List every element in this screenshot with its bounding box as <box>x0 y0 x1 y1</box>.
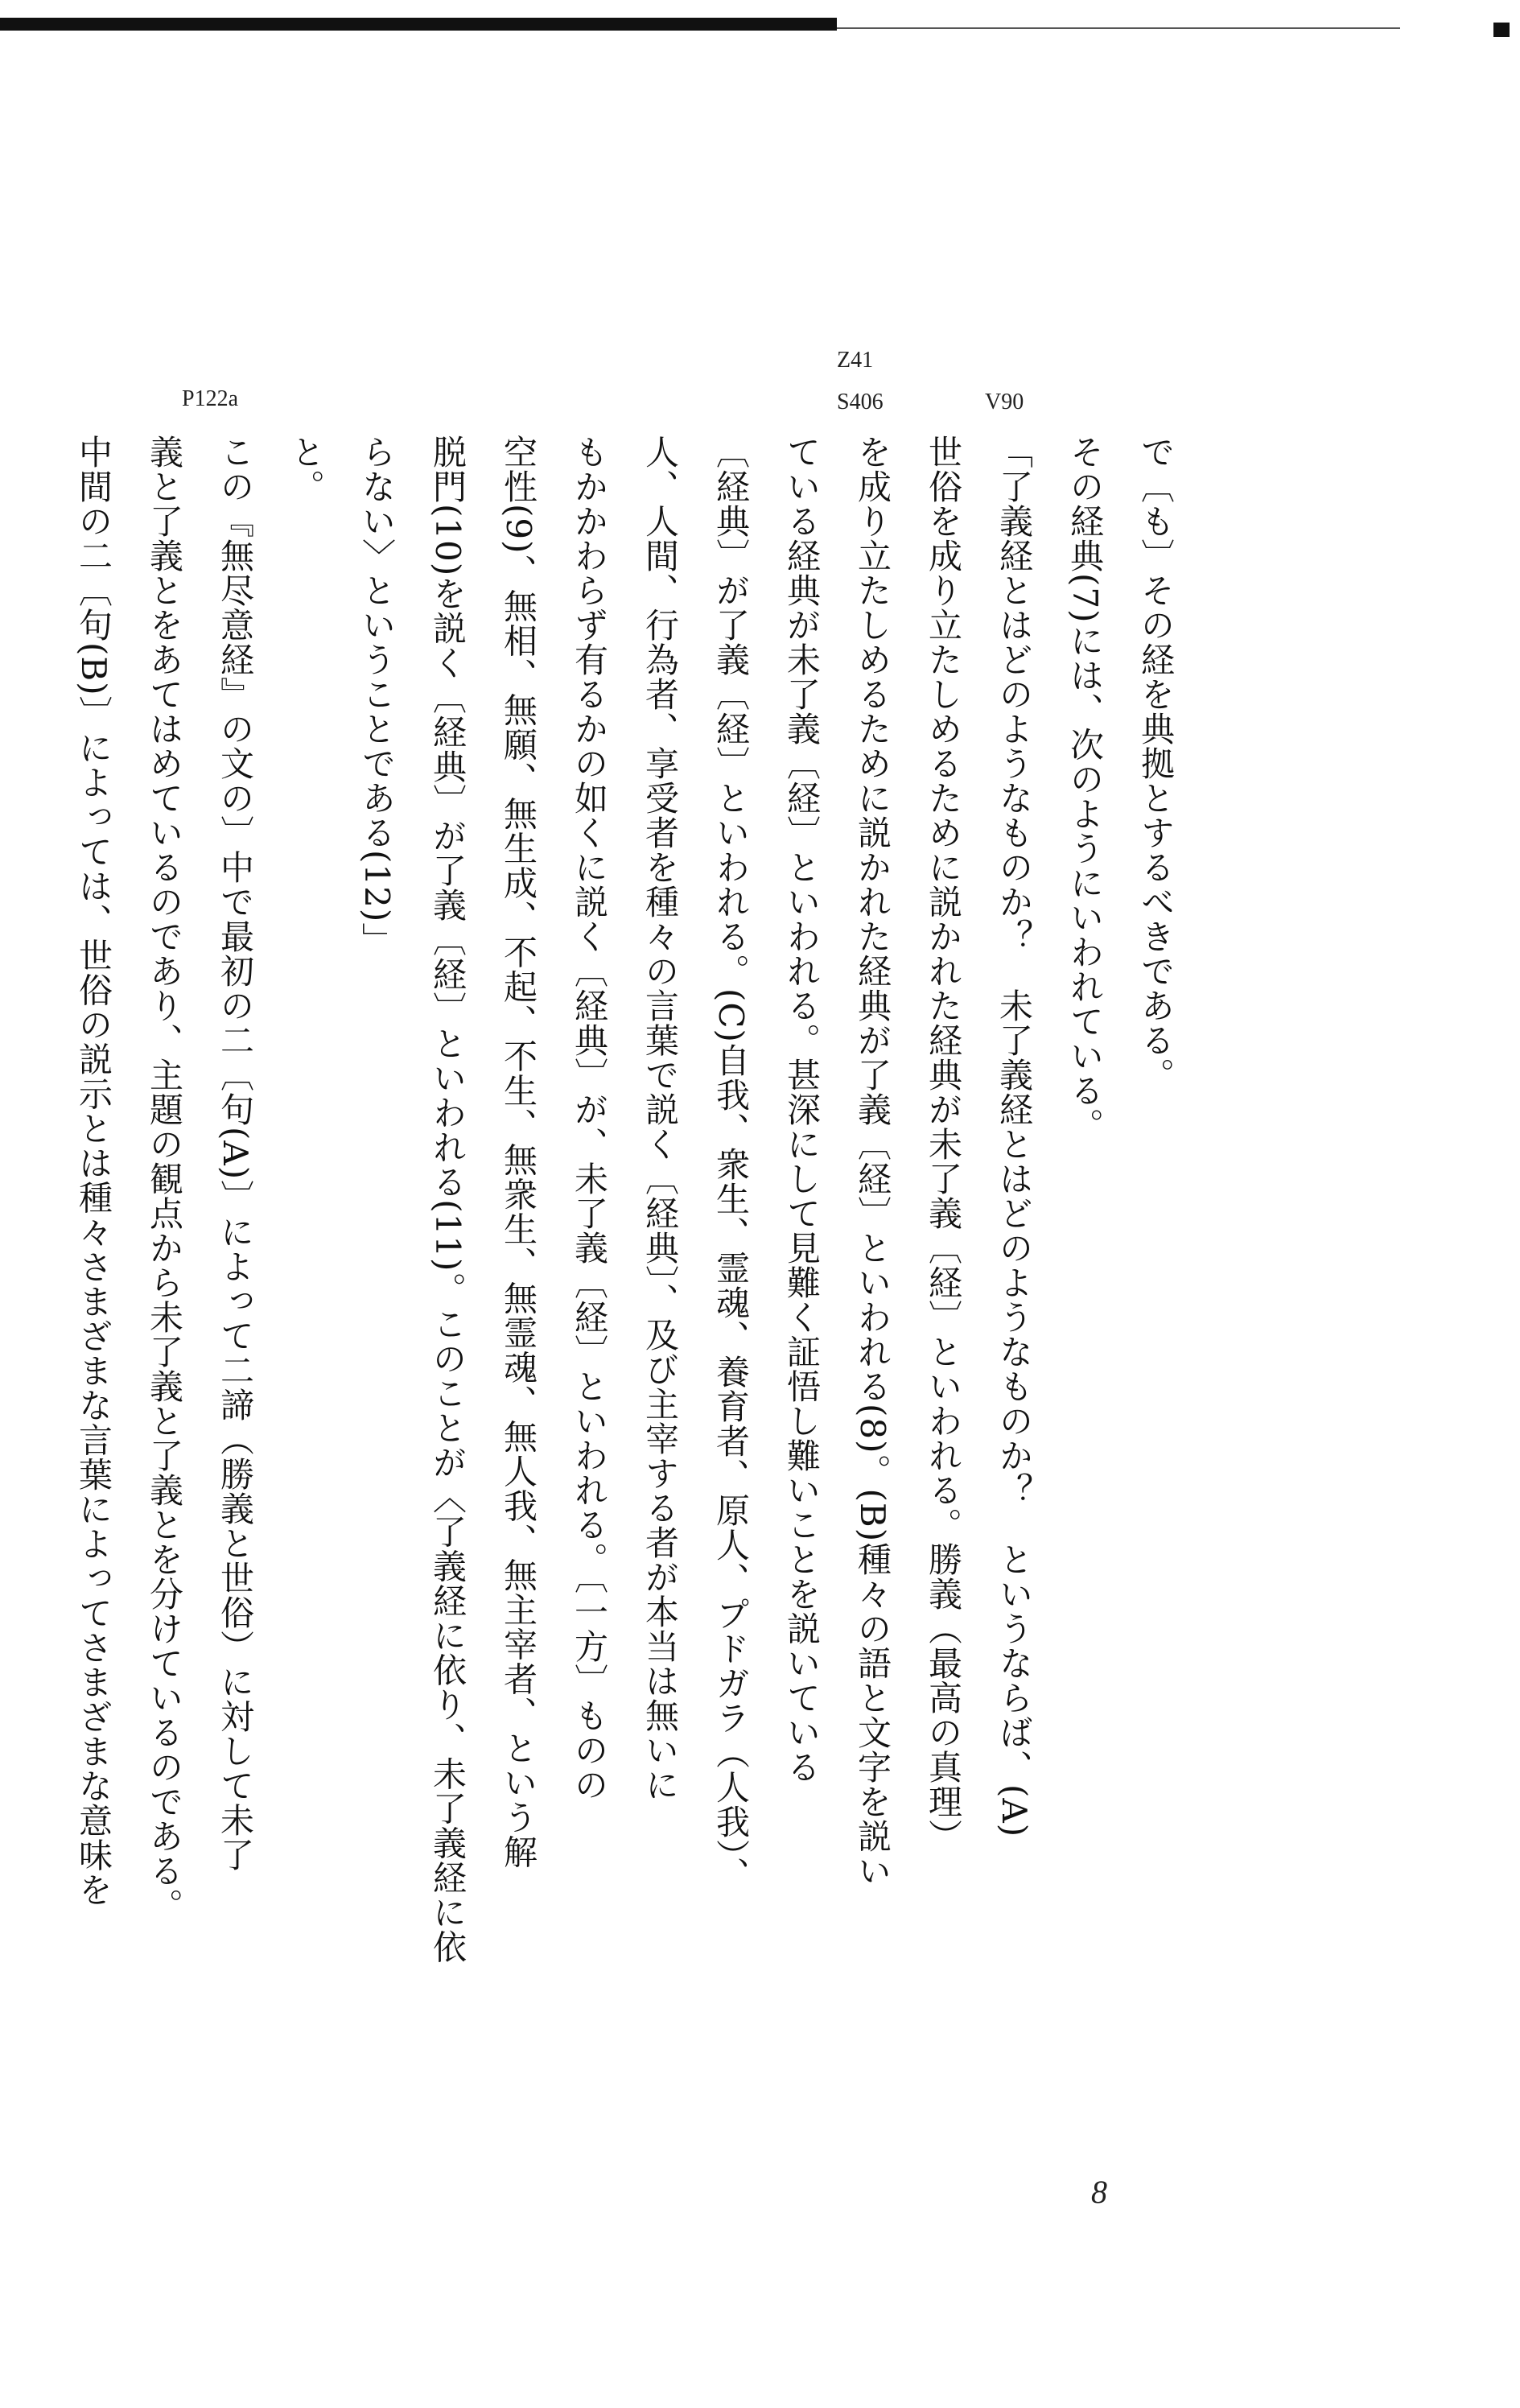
siglum-v90: V90 <box>985 390 1024 414</box>
text-line: らない〉ということである(12)」 <box>357 435 397 958</box>
vertical-text-body <box>32 435 1191 2125</box>
text-line: で〔も〕その経を典拠とするべきである。 <box>1136 435 1176 1092</box>
text-line: もかかわらず有るかの如くに説く〔経典〕が、未了義〔経〕といわれる。〔一方〕ものの <box>570 435 609 1802</box>
text-line: この『無尽意経』の文の〕中で最初の二〔句(A)〕によって二諦（勝義と世俗）に対して未了 <box>216 435 255 1873</box>
siglum-s406: S406 <box>837 390 884 414</box>
scan-edge-mark <box>1493 23 1510 37</box>
text-line: 義と了義とをあてはめているのであり、主題の観点から未了義と了義とを分けているのである。 <box>145 435 184 1923</box>
siglum-z41: Z41 <box>837 348 874 373</box>
page-number: 8 <box>1091 2174 1107 2210</box>
text-line: 人、人間、行為者、享受者を種々の言葉で説く〔経典〕、及び主宰する者が本当は無いに <box>641 435 680 1802</box>
text-line: ている経典が未了義〔経〕といわれる。甚深にして見難く証悟し難いことを説いている <box>782 435 822 1784</box>
text-line: その経典(7)には、次のようにいわれている。 <box>1065 435 1105 1143</box>
text-line: 空性(9)、無相、無願、無生成、不起、不生、無衆生、無霊魂、無人我、無主宰者、という解 <box>499 435 538 1870</box>
text-line: 中間の二〔句(B)〕によっては、世俗の説示とは種々さまざまな言葉によってさまざまな意味を <box>74 435 113 1907</box>
text-line: と。 <box>286 435 326 504</box>
text-line: 「了義経とはどのようなものか？ 未了義経とはどのようなものか？ というならば、(A) <box>995 435 1034 1838</box>
text-line: 脱門(10)を説く〔経典〕が了義〔経〕といわれる(11)。このことが〈了義経に依り、未了義経に依 <box>428 435 468 1965</box>
text-line: 〔経典〕が了義〔経〕といわれる。(C)自我、衆生、霊魂、養育者、原人、プドガラ（人我）、 <box>711 435 751 1891</box>
text-line: 世俗を成り立たしめるために説かれた経典が未了義〔経〕といわれる。勝義（最高の真理） <box>924 435 963 1853</box>
scan-edge-bar <box>0 18 837 31</box>
scan-edge-line <box>837 27 1400 29</box>
text-line: を成り立たしめるために説かれた経典が了義〔経〕といわれる(8)。(B)種々の語と文字を説い <box>853 435 892 1889</box>
siglum-p122a: P122a <box>182 386 238 411</box>
